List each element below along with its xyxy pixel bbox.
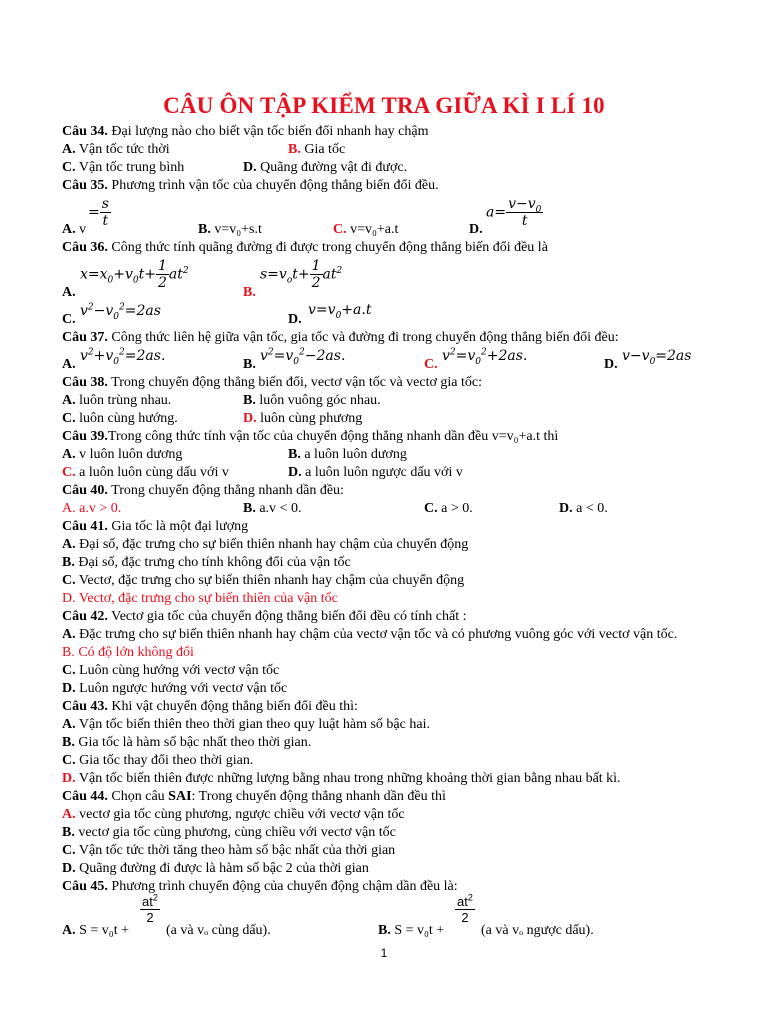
q44-option-c: C. Vận tốc tức thời tăng theo hàm số bậc nhất của thời gian <box>62 843 396 858</box>
q34-option-d: D. Quãng đường vật đi được. <box>243 160 408 175</box>
formula-at2-over-2-b: $\frac{at^2}{2}$ <box>457 892 473 925</box>
q39-option-b: B. a luôn luôn dương <box>288 447 407 462</box>
formula-x-position: $x=x_0+v_0t+$ $\frac{1}{2}$ $at^2$ <box>80 258 189 291</box>
q43-option-c: C. Gia tốc thay đổi theo thời gian. <box>62 753 254 768</box>
formula-s-distance: $s=v_ot+$ $\frac{1}{2}$ $at^2$ <box>260 258 343 291</box>
q39-option-a: A. v luôn luôn dương <box>62 447 183 462</box>
q39-option-d: D. a luôn luôn ngược dấu với v <box>288 465 463 480</box>
formula-v-s-over-t: = $\frac{s}{t}$ <box>88 196 109 229</box>
question-34: Câu 34. Đại lượng nào cho biết vận tốc biến đổi nhanh hay chậm <box>62 124 429 139</box>
q38-option-c: C. luôn cùng hướng. <box>62 411 178 426</box>
q37-option-a: A. <box>62 357 76 372</box>
q41-option-d: D. Vectơ, đặc trưng cho sự biến thiên của vận tốc <box>62 591 338 606</box>
q44-option-a: A. vectơ gia tốc cùng phương, ngược chiều với vectơ vận tốc <box>62 807 405 822</box>
q38-option-b: B. luôn vuông góc nhau. <box>243 393 381 408</box>
page-number: 1 <box>380 946 388 960</box>
formula-v-velocity: $v=v_0+a.t$ <box>308 302 372 321</box>
question-45: Câu 45. Phương trình chuyển động của chuyển động chậm dần đều là: <box>62 879 458 894</box>
q41-option-c: C. Vectơ, đặc trưng cho sự biến thiên nhanh hay chậm của chuyển động <box>62 573 465 588</box>
q38-option-d: D. luôn cùng phương <box>243 411 363 426</box>
q36-option-b: B. <box>243 285 256 300</box>
formula-v2-minus-v02: $v^2-v_0^2=2as$ <box>80 302 161 322</box>
q43-option-b: B. Gia tốc là hàm số bậc nhất theo thời gian. <box>62 735 312 750</box>
q36-option-c: C. <box>62 312 76 327</box>
formula-37d: $v-v_0=2as$ <box>622 348 692 367</box>
q34-option-c: C. Vận tốc trung bình <box>62 160 185 175</box>
question-43: Câu 43. Khi vật chuyển động thẳng biến đổi đều thì: <box>62 699 358 714</box>
q37-option-b: B. <box>243 357 256 372</box>
q41-option-b: B. Đại số, đặc trưng cho tính không đổi của vận tốc <box>62 555 351 570</box>
question-38: Câu 38. Trong chuyển động thẳng biến đổi, vectơ vận tốc và vectơ gia tốc: <box>62 375 482 390</box>
question-41: Câu 41. Gia tốc là một đại lượng <box>62 519 249 534</box>
q42-option-b: B. Có độ lớn không đổi <box>62 645 194 660</box>
q38-option-a: A. luôn trùng nhau. <box>62 393 172 408</box>
q36-option-a: A. <box>62 285 76 300</box>
question-39: Câu 39.Trong công thức tính vận tốc của chuyển động thẳng nhanh dần đều v=v₀+a.t thì <box>62 429 559 444</box>
formula-37b: $v^2=v_0^2-2as$. <box>260 347 346 367</box>
q37-option-c: C. <box>424 357 438 372</box>
q45-option-a: A. S = v₀t + <box>62 923 129 938</box>
q35-option-b: B. v=v₀+s.t <box>198 222 262 237</box>
q45-option-b-note: (a và vₒ ngược dấu). <box>481 923 594 938</box>
q37-option-d: D. <box>604 357 618 372</box>
q40-option-b: B. a.v < 0. <box>243 501 302 516</box>
question-42: Câu 42. Vectơ gia tốc của chuyển động thẳng biến đổi đều có tính chất : <box>62 609 467 624</box>
q35-option-c: C. v=v₀+a.t <box>333 222 399 237</box>
q44-option-b: B. vectơ gia tốc cùng phương, cùng chiều với vectơ vận tốc <box>62 825 396 840</box>
question-44: Câu 44. Chọn câu SAI: Trong chuyển động thẳng nhanh dần đều thì <box>62 789 446 804</box>
question-36: Câu 36. Công thức tính quãng đường đi được trong chuyển động thẳng biến đổi đều là <box>62 240 548 255</box>
q43-option-d: D. Vận tốc biến thiên được những lượng bằng nhau trong những khoảng thời gian bằng nhau bất kì. <box>62 771 621 786</box>
q43-option-a: A. Vận tốc biến thiên theo thời gian theo quy luật hàm số bậc hai. <box>62 717 430 732</box>
q34-option-b: B. Gia tốc <box>288 142 346 157</box>
q40-option-a: A. a.v > 0. <box>62 501 122 516</box>
question-37: Câu 37. Công thức liên hệ giữa vận tốc, gia tốc và đường đi trong chuyển động thẳng biến đổi đều: <box>62 330 619 345</box>
q42-option-a: A. Đặc trưng cho sự biến thiên nhanh hay chậm của vectơ vận tốc và có phương vuông góc với vectơ vận tốc. <box>62 627 678 642</box>
q45-option-a-note: (a và vₒ cùng dấu). <box>166 923 271 938</box>
q39-option-c: C. a luôn luôn cùng dấu với v <box>62 465 229 480</box>
formula-a-delta-v-over-t: a= $\frac{v-v_0}{t}$ <box>486 196 542 229</box>
q41-option-a: A. Đại số, đặc trưng cho sự biến thiên nhanh hay chậm của chuyển động <box>62 537 469 552</box>
q36-option-d: D. <box>288 312 302 327</box>
formula-37c: $v^2=v_0^2+2as$. <box>442 347 528 367</box>
q34-option-a: A. Vận tốc tức thời <box>62 142 170 157</box>
q35-option-a: A. v <box>62 222 87 237</box>
q40-option-d: D. a < 0. <box>559 501 608 516</box>
question-40: Câu 40. Trong chuyển động thẳng nhanh dần đều: <box>62 483 344 498</box>
formula-37a: $v^2+v_0^2=2as$. <box>80 347 166 367</box>
q44-option-d: D. Quãng đường đi được là hàm số bậc 2 của thời gian <box>62 861 369 876</box>
q45-option-b: B. S = v₀t + <box>378 923 445 938</box>
q35-option-d: D. <box>469 222 483 237</box>
question-35: Câu 35. Phương trình vận tốc của chuyển động thẳng biến đổi đều. <box>62 178 439 193</box>
formula-at2-over-2-a: $\frac{at^2}{2}$ <box>142 892 158 925</box>
q40-option-c: C. a > 0. <box>424 501 473 516</box>
q42-option-c: C. Luôn cùng hướng với vectơ vận tốc <box>62 663 280 678</box>
q42-option-d: D. Luôn ngược hướng với vectơ vận tốc <box>62 681 288 696</box>
page-title: CÂU ÔN TẬP KIỂM TRA GIỮA KÌ I LÍ 10 <box>163 93 605 118</box>
